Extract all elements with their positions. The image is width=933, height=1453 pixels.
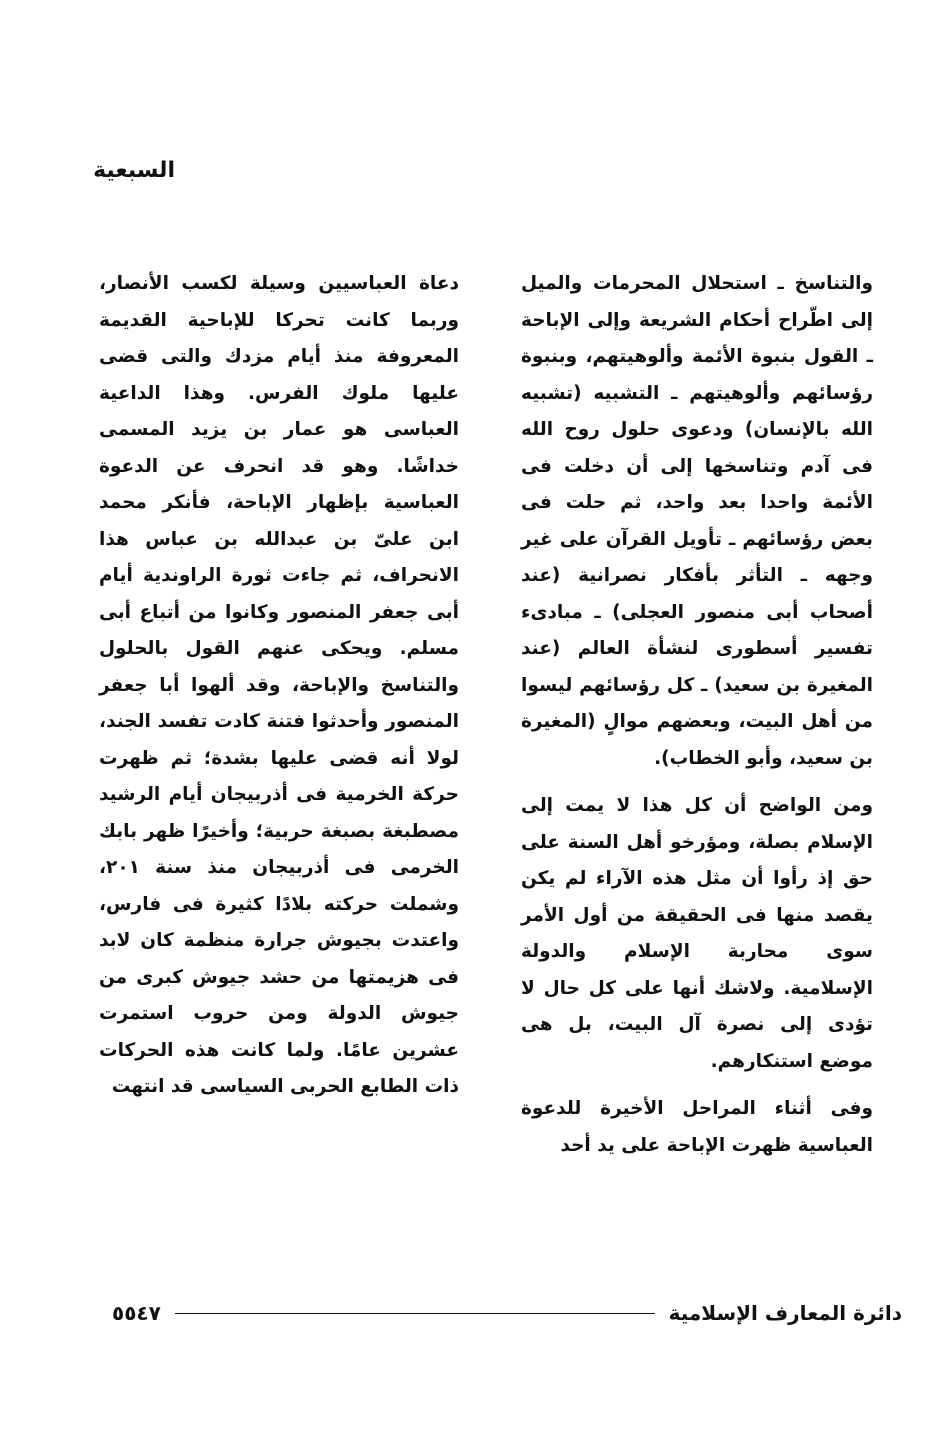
right-text-column <box>521 266 873 1175</box>
running-head-title: السبعية <box>93 158 175 183</box>
page-number: ٥٥٤٧ <box>112 1301 161 1325</box>
paragraph: وفى أثناء المراحل الأخيرة للدعوة العباسية ظهرت الإباحة على يد أحد <box>521 1098 873 1156</box>
paragraph: دعاة العباسيين وسيلة لكسب الأنصار، وربما كانت تحركا للإباحية القديمة المعروفة منذ أيام مزدك والتى قضى عليها ملوك الفرس. وهذا الداعية العباسى هو عمار بن يزيد المسمى خداشًا. وهو قد انحرف عن الدعوة العباسية بإظهار الإباحة، فأنكر محمد ابن علىّ بن عبدالله بن عباس هذا الانحراف، ثم جاءت ثورة الراوندية أيام أبى جعفر المنصور وكانوا من أتباع أبى مسلم. ويحكى عنهم القول بالحلول والتناسخ والإباحة، وقد ألهوا أبا جعفر المنصور وأحدثوا فتنة كادت تفسد الجند، لولا أنه قضى عليها بشدة؛ ثم ظهرت حركة الخرمية فى أذربيجان أيام الرشيد مصطبغة بصبغة حربية؛ وأخيرًا ظهر بابك الخرمى فى أذربيجان منذ سنة ٢٠١، وشملت حركته بلادًا كثيرة فى فارس، واعتدت بجيوش جرارة منظمة كان لابد فى هزيمتها من حشد جيوش كبرى من جيوش الدولة ومن حروب استمرت عشرين عامًا. ولما كانت هذه الحركات ذات الطابع الحربى السياسى قد انتهت <box>99 273 459 1097</box>
left-text-column <box>99 266 459 1117</box>
paragraph: والتناسخ ـ استحلال المحرمات والميل إلى اطّراح أحكام الشريعة وإلى الإباحة ـ القول بنبوة الأئمة وألوهيتهم، وبنبوة رؤسائهم وألوهيتهم ـ التشبيه (تشبيه الله بالإنسان) ودعوى حلول روح الله فى آدم وتناسخها إلى أن دخلت فى الأئمة واحدا بعد واحد، ثم حلت فى بعض رؤسائهم ـ تأويل القرآن على غير وجهه ـ التأثر بأفكار نصرانية (عند أصحاب أبى منصور العجلى) ـ مبادىء تفسير أسطورى لنشأة العالم (عند المغيرة بن سعيد) ـ كل رؤسائهم ليسوا من أهل البيت، وبعضهم موالٍ (المغيرة بن سعيد، وأبو الخطاب). <box>521 273 873 769</box>
paragraph: ومن الواضح أن كل هذا لا يمت إلى الإسلام بصلة، ومؤرخو أهل السنة على حق إذ رأوا أن مثل هذه الآراء لم يكن يقصد منها فى الحقيقة من أول الأمر سوى محاربة الإسلام والدولة الإسلامية. ولاشك أنها على كل حال لا تؤدى إلى نصرة آل البيت، بل هى موضع استنكارهم. <box>521 795 873 1072</box>
page-footer <box>112 1298 902 1328</box>
footer-rule <box>175 1313 655 1314</box>
footer-book-title: دائرة المعارف الإسلامية <box>668 1301 902 1325</box>
